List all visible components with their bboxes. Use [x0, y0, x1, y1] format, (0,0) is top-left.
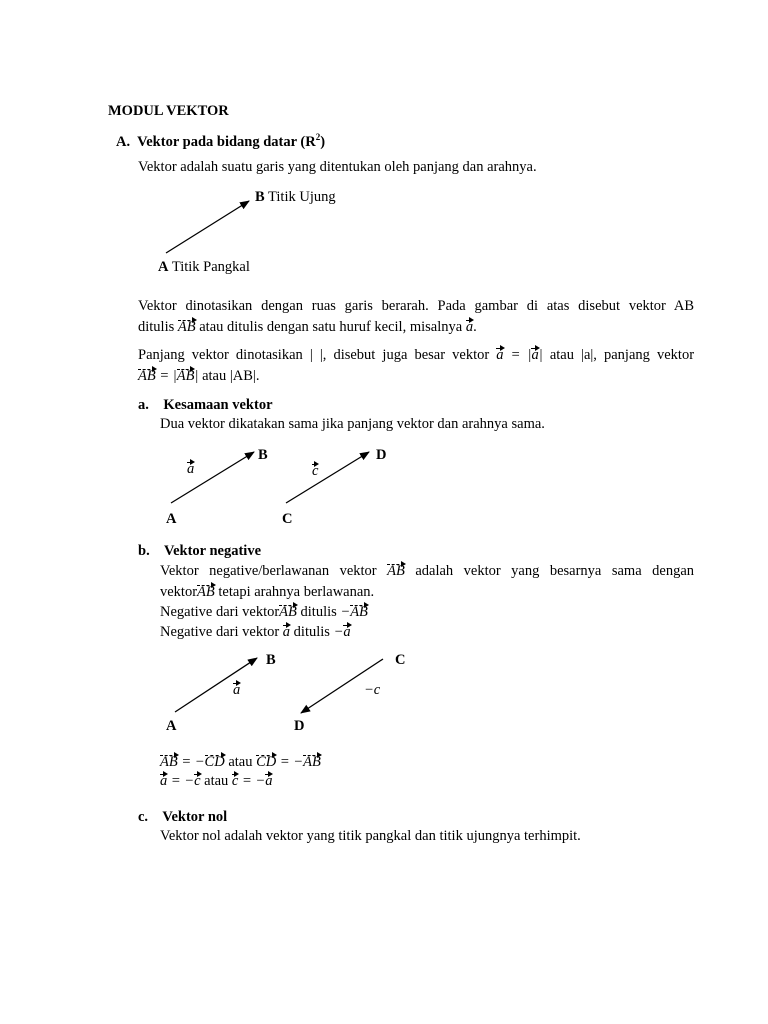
subsection-b-title: Vektor negative: [163, 543, 262, 559]
equality-definition: Dua vektor dikatakan sama jika panjang vektor dan arahnya sama.: [160, 416, 545, 432]
section-a-close: ): [320, 133, 326, 150]
label-b-2: B: [266, 652, 276, 668]
label-a-2: A: [166, 718, 177, 734]
notation-ditulis: ditulis: [138, 319, 175, 335]
vector-ab-positive-arrow: [175, 658, 257, 712]
zero-vector-definition: Vektor nol adalah vektor yang titik pangkal dan titik ujungnya terhimpit.: [160, 828, 581, 844]
length-text-post: atau |a|, panjang vektor: [549, 347, 695, 363]
vector-definition: Vektor adalah suatu garis yang ditentukan oleh panjang dan arahnya.: [138, 159, 537, 175]
vector-ab-arrow: [166, 201, 249, 253]
notation-line-1: Vektor dinotasikan dengan ruas garis berarah. Pada gambar di atas disebut vektor AB: [138, 298, 694, 314]
label-b-1: B: [258, 447, 268, 463]
length-formula-ab: AB = |AB|: [138, 368, 199, 384]
subsection-c-heading: [138, 809, 227, 826]
endpoint-text: Titik Ujung: [268, 189, 336, 205]
subsection-b-letter: b.: [138, 543, 150, 559]
subsection-a-letter: a.: [138, 397, 149, 413]
vector-c-arrow: [286, 452, 369, 503]
equation-a-c: a = −c atau c = −a: [160, 773, 273, 789]
label-a-1: A: [166, 511, 177, 527]
negative-line-1: Vektor negative/berlawanan vektor AB adalah vektor yang besarnya sama dengan: [160, 563, 694, 579]
startpoint-label: [158, 259, 250, 276]
label-vec-a-2: a: [233, 682, 241, 698]
vector-ab-symbol: AB: [177, 319, 196, 335]
subsection-a-title: Kesamaan vektor: [163, 397, 273, 413]
label-vec-a-1: a: [187, 461, 195, 477]
label-c-1: C: [282, 511, 293, 527]
subsection-c-title: Vektor nol: [162, 809, 228, 825]
section-a-heading: [116, 132, 325, 151]
negative-line-4: Negative dari vektor a ditulis −a: [160, 624, 351, 640]
endpoint-letter: B: [255, 189, 265, 205]
length-line-1: [138, 347, 694, 364]
vector-a-symbol: a: [465, 319, 474, 335]
notation-alt: atau ditulis dengan satu huruf kecil, misalnya: [199, 319, 463, 335]
page-title: MODUL VEKTOR: [108, 103, 229, 119]
negative-line-2: vektorAB tetapi arahnya berlawanan.: [160, 584, 375, 600]
startpoint-text: Titik Pangkal: [171, 259, 250, 275]
endpoint-label: [255, 189, 336, 206]
section-a-sup: 2: [315, 132, 321, 142]
subsection-b-heading: [138, 543, 261, 560]
label-vec-c-1: c: [312, 463, 319, 479]
length-formula-a: a = |a|: [496, 347, 543, 363]
equation-ab-cd: AB = −CD atau CD = −AB: [160, 754, 321, 770]
label-neg-c: −c: [364, 682, 381, 698]
startpoint-letter: A: [158, 259, 169, 275]
vector-a-arrow: [171, 452, 254, 503]
section-a-title: Vektor pada bidang datar (R: [137, 133, 316, 150]
length-text-end: atau |AB|.: [202, 368, 260, 384]
length-text-pre: Panjang vektor dinotasikan | |, disebut juga besar vektor: [138, 347, 490, 363]
subsection-a-heading: [138, 397, 273, 414]
label-c-2: C: [395, 652, 406, 668]
label-d-1: D: [376, 447, 387, 463]
negative-line-3: Negative dari vektorAB ditulis −AB: [160, 604, 368, 620]
length-line-2: [138, 368, 259, 385]
label-d-2: D: [294, 718, 305, 734]
notation-line-2: ditulis AB atau ditulis dengan satu huruf kecil, misalnya a.: [138, 319, 477, 335]
section-a-letter: A.: [116, 133, 131, 150]
subsection-c-letter: c.: [138, 809, 149, 825]
vector-ab-symbol: AB: [387, 563, 405, 579]
